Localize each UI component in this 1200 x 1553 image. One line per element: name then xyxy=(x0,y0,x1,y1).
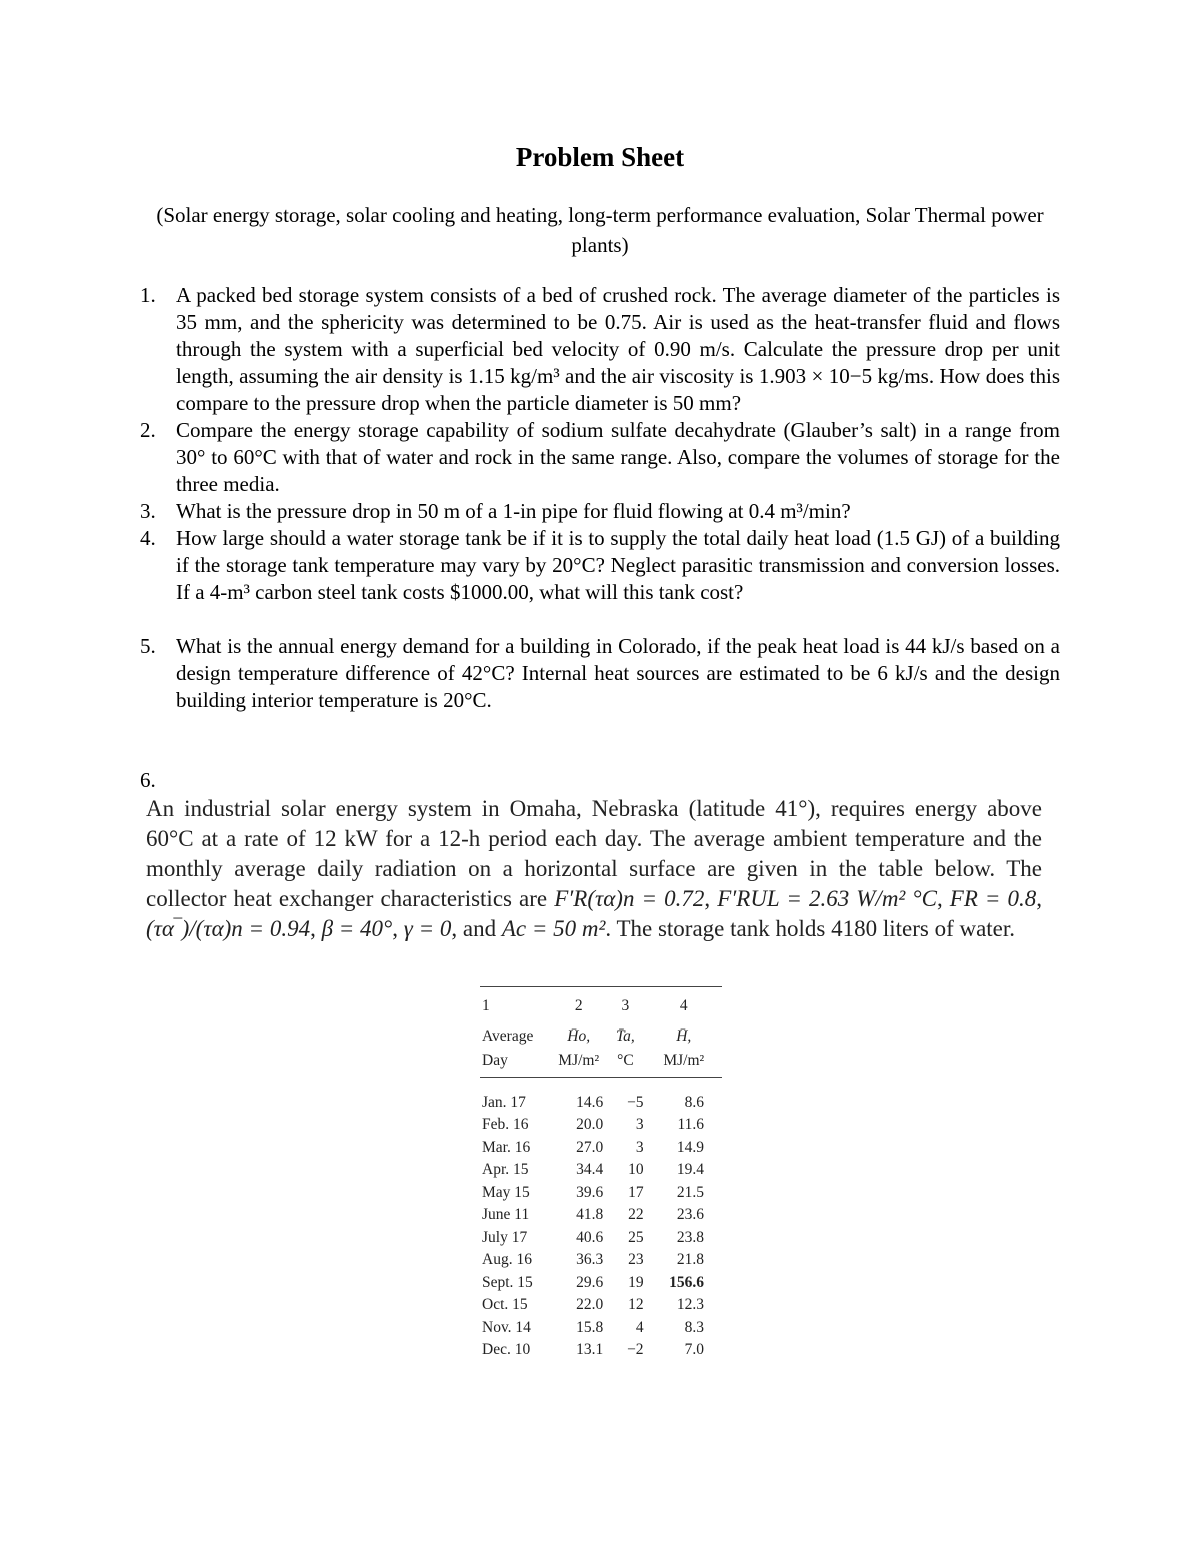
cell-day: July 17 xyxy=(482,1228,528,1246)
cell-horizontal-radiation: 8.6 xyxy=(684,1093,704,1111)
cell-day: Jan. 17 xyxy=(482,1093,526,1111)
problem-6-text xyxy=(146,794,1042,944)
table-row xyxy=(480,1114,722,1137)
problem-4 xyxy=(140,525,1060,606)
problem-number: 2. xyxy=(140,418,156,442)
cell-extraterrestrial-radiation: 15.8 xyxy=(576,1318,604,1336)
cell-horizontal-radiation: 7.0 xyxy=(684,1341,704,1359)
cell-ambient-temperature: −2 xyxy=(627,1341,644,1359)
column-number: 1 xyxy=(480,987,552,1022)
problem-2 xyxy=(140,417,1060,498)
cell-extraterrestrial-radiation: 20.0 xyxy=(576,1116,604,1134)
equation-fr-tau-alpha: F′R(τα)n = 0.72 xyxy=(554,886,705,911)
problem-6-intro: An industrial solar energy system in Omaha, Nebraska (latitude 41°), requires energy above 60°C at a rate of 12 kW for a 12-h period each day. The average ambient temperature and the monthly average daily radiation on a horizontal surface are given in the table below. The collector heat exchanger characteristics are xyxy=(146,796,1042,911)
problem-list xyxy=(140,282,1060,714)
cell-horizontal-radiation: 8.3 xyxy=(684,1318,704,1336)
cell-extraterrestrial-radiation: 22.0 xyxy=(576,1296,604,1314)
column-number: 3 xyxy=(605,987,645,1022)
cell-ambient-temperature: 10 xyxy=(628,1161,644,1179)
cell-horizontal-radiation: 11.6 xyxy=(677,1116,704,1134)
column-unit: °C xyxy=(605,1050,645,1077)
cell-day: Mar. 16 xyxy=(482,1138,531,1156)
cell-horizontal-radiation: 21.5 xyxy=(676,1183,704,1201)
equation-tau-alpha-ratio: (τα‾)/(τα)n = 0.94 xyxy=(146,916,311,941)
cell-day: May 15 xyxy=(482,1183,530,1201)
table-row xyxy=(480,1159,722,1182)
table-row xyxy=(480,1182,722,1205)
separator: , xyxy=(936,886,950,911)
cell-horizontal-radiation: 19.4 xyxy=(676,1161,704,1179)
separator: , xyxy=(1036,886,1043,911)
table-row xyxy=(480,1249,722,1272)
problem-text: What is the pressure drop in 50 m of a 1-in pipe for fluid flowing at 0.4 m³/min? xyxy=(176,499,851,523)
cell-day: Feb. 16 xyxy=(482,1116,529,1134)
page-subtitle: (Solar energy storage, solar cooling and heating, long-term performance evaluation, Solar Thermal power plants) xyxy=(156,203,1044,257)
table-column-numbers xyxy=(480,987,722,1022)
cell-ambient-temperature: 12 xyxy=(628,1296,644,1314)
cell-horizontal-radiation: 14.9 xyxy=(676,1138,704,1156)
column-unit: MJ/m² xyxy=(646,1050,722,1077)
cell-ambient-temperature: 4 xyxy=(635,1318,644,1336)
column-header: T̄a, xyxy=(615,1027,635,1045)
equation-beta: β = 40° xyxy=(321,916,393,941)
separator: , xyxy=(392,916,404,941)
column-header: H̄, xyxy=(676,1027,692,1045)
table-row xyxy=(480,1272,722,1295)
equation-fr-ul: F′RUL = 2.63 W/m² °C xyxy=(717,886,937,911)
problem-number: 1. xyxy=(140,283,156,307)
cell-ambient-temperature: 25 xyxy=(628,1228,644,1246)
problem-5 xyxy=(140,633,1060,714)
cell-extraterrestrial-radiation: 36.3 xyxy=(576,1251,604,1269)
table-row xyxy=(480,1137,722,1160)
cell-day: June 11 xyxy=(482,1206,530,1224)
cell-ambient-temperature: 19 xyxy=(628,1273,644,1291)
cell-extraterrestrial-radiation: 39.6 xyxy=(576,1183,604,1201)
page-title: Problem Sheet xyxy=(515,142,685,172)
cell-extraterrestrial-radiation: 41.8 xyxy=(576,1206,604,1224)
column-unit: Day xyxy=(480,1050,552,1077)
separator: , xyxy=(704,886,718,911)
problem-6-number: 6. xyxy=(140,768,156,792)
table-body xyxy=(480,1077,722,1362)
problem-text: A packed bed storage system consists of a bed of crushed rock. The average diameter of the particles is 35 mm, and the sphericity was determined to be 0.75. Air is used as the heat-transfer fluid and flows through the system with a superficial bed velocity of 0.90 m/s. Calculate the pressure drop per unit length, assuming the air density is 1.15 kg/m³ and the air viscosity is 1.903 × 10−5 kg/ms. How does this compare to the pressure drop when the particle diameter is 50 mm? xyxy=(176,283,1060,415)
table-row xyxy=(480,1317,722,1340)
cell-horizontal-radiation: 23.8 xyxy=(676,1228,704,1246)
equation-fr: FR = 0.8 xyxy=(949,886,1037,911)
cell-horizontal-radiation: 23.6 xyxy=(676,1206,704,1224)
cell-day: Dec. 10 xyxy=(482,1341,531,1359)
problem-3 xyxy=(140,498,1060,525)
column-number: 4 xyxy=(646,987,722,1022)
column-unit: MJ/m² xyxy=(552,1050,605,1077)
cell-extraterrestrial-radiation: 27.0 xyxy=(576,1138,604,1156)
problem-number: 5. xyxy=(140,634,156,658)
problem-6-outro: . The storage tank holds 4180 liters of water. xyxy=(605,916,1016,941)
separator: , and xyxy=(451,916,502,941)
table-row xyxy=(480,1294,722,1317)
cell-extraterrestrial-radiation: 14.6 xyxy=(576,1093,604,1111)
cell-day: Aug. 16 xyxy=(482,1251,532,1269)
cell-day: Apr. 15 xyxy=(482,1161,529,1179)
equation-ac: Ac = 50 m² xyxy=(501,916,606,941)
problem-text: How large should a water storage tank be if it is to supply the total daily heat load (1.5 GJ) of a building if the storage tank temperature may vary by 20°C? Neglect parasitic transmission and conversion losses. If a 4-m³ carbon steel tank costs $1000.00, what will this tank cost? xyxy=(176,526,1060,604)
problem-number: 3. xyxy=(140,499,156,523)
column-number: 2 xyxy=(552,987,605,1022)
problem-text: Compare the energy storage capability of sodium sulfate decahydrate (Glauber’s salt) in a range from 30° to 60°C with that of water and rock in the same range. Also, compare the volumes of storage for the three media. xyxy=(176,418,1060,496)
cell-horizontal-radiation: 21.8 xyxy=(676,1251,704,1269)
table-row xyxy=(480,1339,722,1362)
column-header: Average xyxy=(482,1027,534,1045)
problem-text: What is the annual energy demand for a building in Colorado, if the peak heat load is 44 kJ/s based on a design temperature difference of 42°C? Internal heat sources are estimated to be 6 kJ/s and the design building interior temperature is 20°C. xyxy=(176,634,1060,712)
equation-gamma: γ = 0 xyxy=(403,916,452,941)
cell-ambient-temperature: 23 xyxy=(628,1251,644,1269)
cell-extraterrestrial-radiation: 34.4 xyxy=(576,1161,604,1179)
cell-ambient-temperature: 3 xyxy=(635,1138,644,1156)
cell-extraterrestrial-radiation: 29.6 xyxy=(576,1273,604,1291)
cell-horizontal-radiation: 156.6 xyxy=(669,1273,704,1291)
cell-extraterrestrial-radiation: 40.6 xyxy=(576,1228,604,1246)
table-row xyxy=(480,1204,722,1227)
cell-day: Oct. 15 xyxy=(482,1296,528,1314)
table-row xyxy=(480,1077,722,1114)
cell-ambient-temperature: 3 xyxy=(635,1116,644,1134)
radiation-table xyxy=(480,986,722,1362)
table-row xyxy=(480,1227,722,1250)
problem-1 xyxy=(140,282,1060,417)
table-column-names xyxy=(480,1022,722,1051)
cell-ambient-temperature: −5 xyxy=(627,1093,644,1111)
table-column-units xyxy=(480,1050,722,1077)
cell-ambient-temperature: 22 xyxy=(628,1206,644,1224)
separator: , xyxy=(310,916,322,941)
problem-number: 4. xyxy=(140,526,156,550)
cell-ambient-temperature: 17 xyxy=(628,1183,644,1201)
cell-day: Nov. 14 xyxy=(482,1318,531,1336)
cell-horizontal-radiation: 12.3 xyxy=(676,1296,704,1314)
cell-day: Sept. 15 xyxy=(482,1273,533,1291)
cell-extraterrestrial-radiation: 13.1 xyxy=(576,1341,604,1359)
column-header: H̄o, xyxy=(567,1027,591,1045)
